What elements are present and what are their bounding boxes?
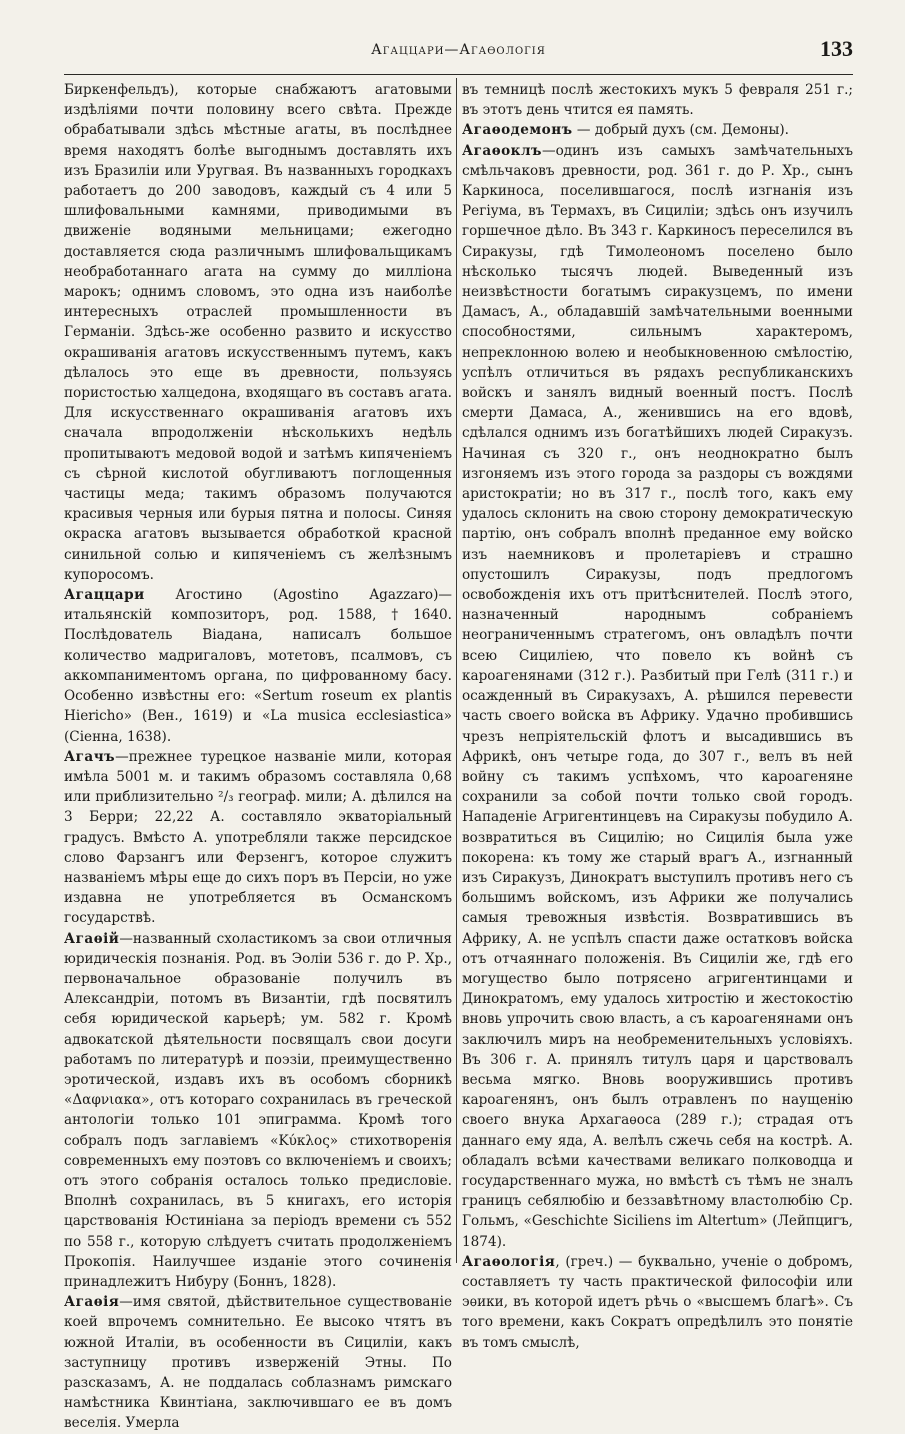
page-number: 133 (820, 36, 853, 61)
entry-continuation (462, 80, 853, 120)
entry-agach (64, 747, 452, 929)
entry-agathocles (462, 141, 853, 1252)
entry-headword: Агаѳій (64, 930, 120, 947)
entry-agatha (64, 1292, 452, 1433)
entry-agathology (462, 1252, 853, 1353)
entry-headword: Агачъ (64, 748, 116, 765)
right-column (462, 80, 853, 1351)
entry-headword: Агаѳія (64, 1294, 120, 1311)
paragraph-text: въ темницѣ послѣ жестокихъ мукъ 5 февраля 251 г.; въ этотъ день чтится ея память. (462, 82, 853, 119)
page-header (64, 34, 853, 75)
entry-text: —названный схоластикомъ за свои отличныя юридическія познанія. Род. въ Эоліи 536 г. до Р. Хр., первоначальное образованіе получилъ въ Александріи, потомъ въ Византіи, гдѣ посвятилъ себя юридической карьерѣ; ум. 582 г. Кромѣ адвокатской дѣятельности посвящалъ свои досуги работамъ по литературѣ и поэзіи, преимущественно эротической, издавъ ихъ въ особомъ сборникѣ «Δαφνιακα», отъ котораго сохранилась въ греческой антологіи только 101 эпиграмма. Кромѣ того собралъ подъ заглавіемъ «Κύκλος» стихотворенія современныхъ ему поэтовъ со включеніемъ и своихъ; отъ этого собранія осталось только предисловіе. Вполнѣ сохранилась, въ 5 книгахъ, его исторія царствованія Юстиніана за періодъ времени съ 552 по 558 г., которую слѣдуетъ считать продолженіемъ Прокопія. Наилучшее изданіе этого сочиненія принадлежитъ Нибуру (Боннъ, 1828). (64, 930, 452, 1290)
left-column (64, 80, 452, 1432)
entry-text: , (греч.) — буквально, ученіе о добромъ, составляетъ ту часть практической философіи или эѳики, въ которой идетъ рѣчь о «высшемъ благѣ». Съ того времени, какъ Сократъ опредѣлилъ это понятіе въ томъ смыслѣ, (462, 1253, 853, 1351)
entry-text: —одинъ изъ самыхъ замѣчательныхъ смѣльчаковъ древности, род. 361 г. до Р. Хр., сынъ Каркиноса, поселившагося, послѣ изгнанія изъ Регіума, въ Термахъ, въ Сициліи; здѣсь онъ изучилъ горшечное дѣло. Въ 343 г. Каркиносъ переселился въ Сиракузы, гдѣ Тимолеономъ поселено было нѣсколько тысячъ людей. Выведенный изъ неизвѣстности богатымъ сиракузцемъ, по имени Дамасъ, А., обладавшій замѣчательными военными способностями, сильнымъ характеромъ, непреклонною волею и необыкновенною смѣлостію, успѣлъ отличиться въ рядахъ республиканскихъ войскъ и занялъ видный военный постъ. Послѣ смерти Дамаса, А., женившись на его вдовѣ, сдѣлался однимъ изъ богатѣйшихъ людей Сиракузъ. Начиная съ 320 г., онъ неоднократно былъ изгоняемъ изъ этого города за раздоры съ вождями аристократіи; но въ 317 г., послѣ того, какъ ему удалось склонить на свою сторону демократическую партію, онъ собралъ вполнѣ преданное ему войско изъ наемниковъ и пролетаріевъ и страшно опустошилъ Сиракузы, подъ предлогомъ освобожденія ихъ отъ притѣснителей. Послѣ этого, назначенный народнымъ собраніемъ неограниченнымъ стратегомъ, онъ овладѣлъ почти всею Сициліею, что повело къ войнѣ съ кароагенянами (312 г.). Разбитый при Гелѣ (311 г.) и осажденный въ Сиракузахъ, А. рѣшился перевести часть своего войска въ Африку. Удачно пробившись чрезъ непріятельскій флотъ и высадившись въ Африкѣ, онъ четыре года, до 307 г., велъ въ ней войну съ такимъ успѣхомъ, что кароагеняне сохранили за собой почти только свой городъ. Нападеніе Агригентинцевъ на Сиракузы побудило А. возвратиться въ Сицилію; но Сицилія была уже покорена: къ тому же старый врагъ А., изгнанный изъ Сиракузъ, Динократъ выступилъ противъ него съ большимъ войскомъ, изъ Африки же получались самыя тревожныя извѣстія. Возвратившись въ Африку, А. не успѣлъ спасти даже остатковъ войска отъ отчаяннаго положенія. Въ Сициліи же, гдѣ его могущество было потрясено агригентинцами и Динократомъ, ему удалось хитростію и жестокостію вновь упрочить свою власть, а съ кароагенянами онъ заключилъ миръ на необременительныхъ условіяхъ. Въ 306 г. А. принялъ титулъ царя и царствовалъ весьма мягко. Вновь вооружившись противъ кароагенянъ, онъ былъ отравленъ по наущенію своего внука Архагаѳоса (289 г.); страдая отъ даннаго ему яда, А. велѣлъ сжечь себя на кострѣ. А. обладалъ всѣми качествами великаго полководца и государственнаго мужа, но вмѣстѣ съ тѣмъ не зналъ границъ себялюбію и беззавѣтному властолюбію Ср. Гольмъ, «Geschichte Siciliens im Altertum» (Лейпцигъ, 1874). (462, 142, 853, 1250)
entry-text: — добрый духъ (см. Демоны). (572, 122, 789, 139)
entry-continuation (64, 80, 452, 585)
entry-agathodaemon (462, 120, 853, 140)
entry-text: —прежнее турецкое названіе мили, которая имѣла 5001 м. и такимъ образомъ составляла 0,68 или приблизительно ²/₃ географ. мили; А. дѣлился на 3 Берри; 22,22 А. составляло экваторіальный градусъ. Вмѣсто А. употребляли также персидское слово Фарзангъ или Ферзенгъ, которое служитъ названіемъ мѣры еще до сихъ поръ въ Персіи, но уже издавна не употребляется въ Османскомъ государствѣ. (64, 748, 452, 927)
entry-headword: Агаѳоклъ (462, 142, 542, 159)
entry-headword: Агаццари (64, 587, 145, 604)
entry-text: —имя святой, дѣйствительное существованіе коей впрочемъ сомнительно. Ее высоко чтятъ въ южной Италіи, въ особенности въ Сициліи, какъ заступницу противъ изверженій Этны. По разсказамъ, А. не поддалась соблазнамъ римскаго намѣстника Квинтіана, заключившаго ее въ домъ веселія. Умерла (64, 1294, 452, 1432)
entry-text: Агостино (Agostino Agazzaro)—итальянскій композиторъ, род. 1588,†1640. Послѣдователь Віадана, написалъ большое количество мадригаловъ, мотетовъ, псалмовъ, съ аккомпаниментомъ органа, по цифрованному басу. Особенно извѣстны его: «Sertum roseum ex plantis Hiericho» (Вен., 1619) и «La musica ecclesiastica» (Сіенна, 1638). (64, 587, 452, 745)
entry-agazzari (64, 585, 452, 747)
column-divider (456, 78, 457, 1263)
running-head: Агаццари—Агаѳологія (371, 42, 546, 58)
entry-headword: Агаѳодемонъ (462, 122, 573, 139)
entry-agathias (64, 929, 452, 1293)
paragraph-text: Биркенфельдъ), которые снабжаютъ агатовыми издѣліями почти половину всего свѣта. Прежде обрабатывали здѣсь мѣстные агаты, въ послѣднее время находятъ болѣе выгоднымъ доставлять ихъ изъ Бразиліи или Уругвая. Въ названныхъ городкахъ работаетъ до 200 заводовъ, каждый съ 4 или 5 шлифовальными камнями, приводимыми въ движеніе водяными мельницами; ежегодно доставляется сюда различнымъ шлифовальщикамъ необработаннаго агата на сумму до милліона марокъ; однимъ словомъ, это одна изъ наиболѣе интересныхъ отраслей промышленности въ Германіи. Здѣсь-же особенно развито и искусство окрашиванія агатовъ искусственнымъ путемъ, какъ дѣлалось это еще въ древности, пользуясь пористостью халцедона, входящаго въ составъ агата. Для искусственнаго окрашиванія агатовъ ихъ сначала впродолженіи нѣсколькихъ недѣль пропитываютъ медовой водой и затѣмъ кипяченіемъ съ сѣрной кислотой обугливаютъ поглощенныя частицы меда; такимъ образомъ получаются красивыя черныя или бурыя пятна и полосы. Синяя окраска агатовъ вызывается обработкой красной синильной солью и кипяченіемъ съ желѣзнымъ купоросомъ. (64, 82, 452, 583)
entry-headword: Агаѳологія (462, 1253, 556, 1270)
